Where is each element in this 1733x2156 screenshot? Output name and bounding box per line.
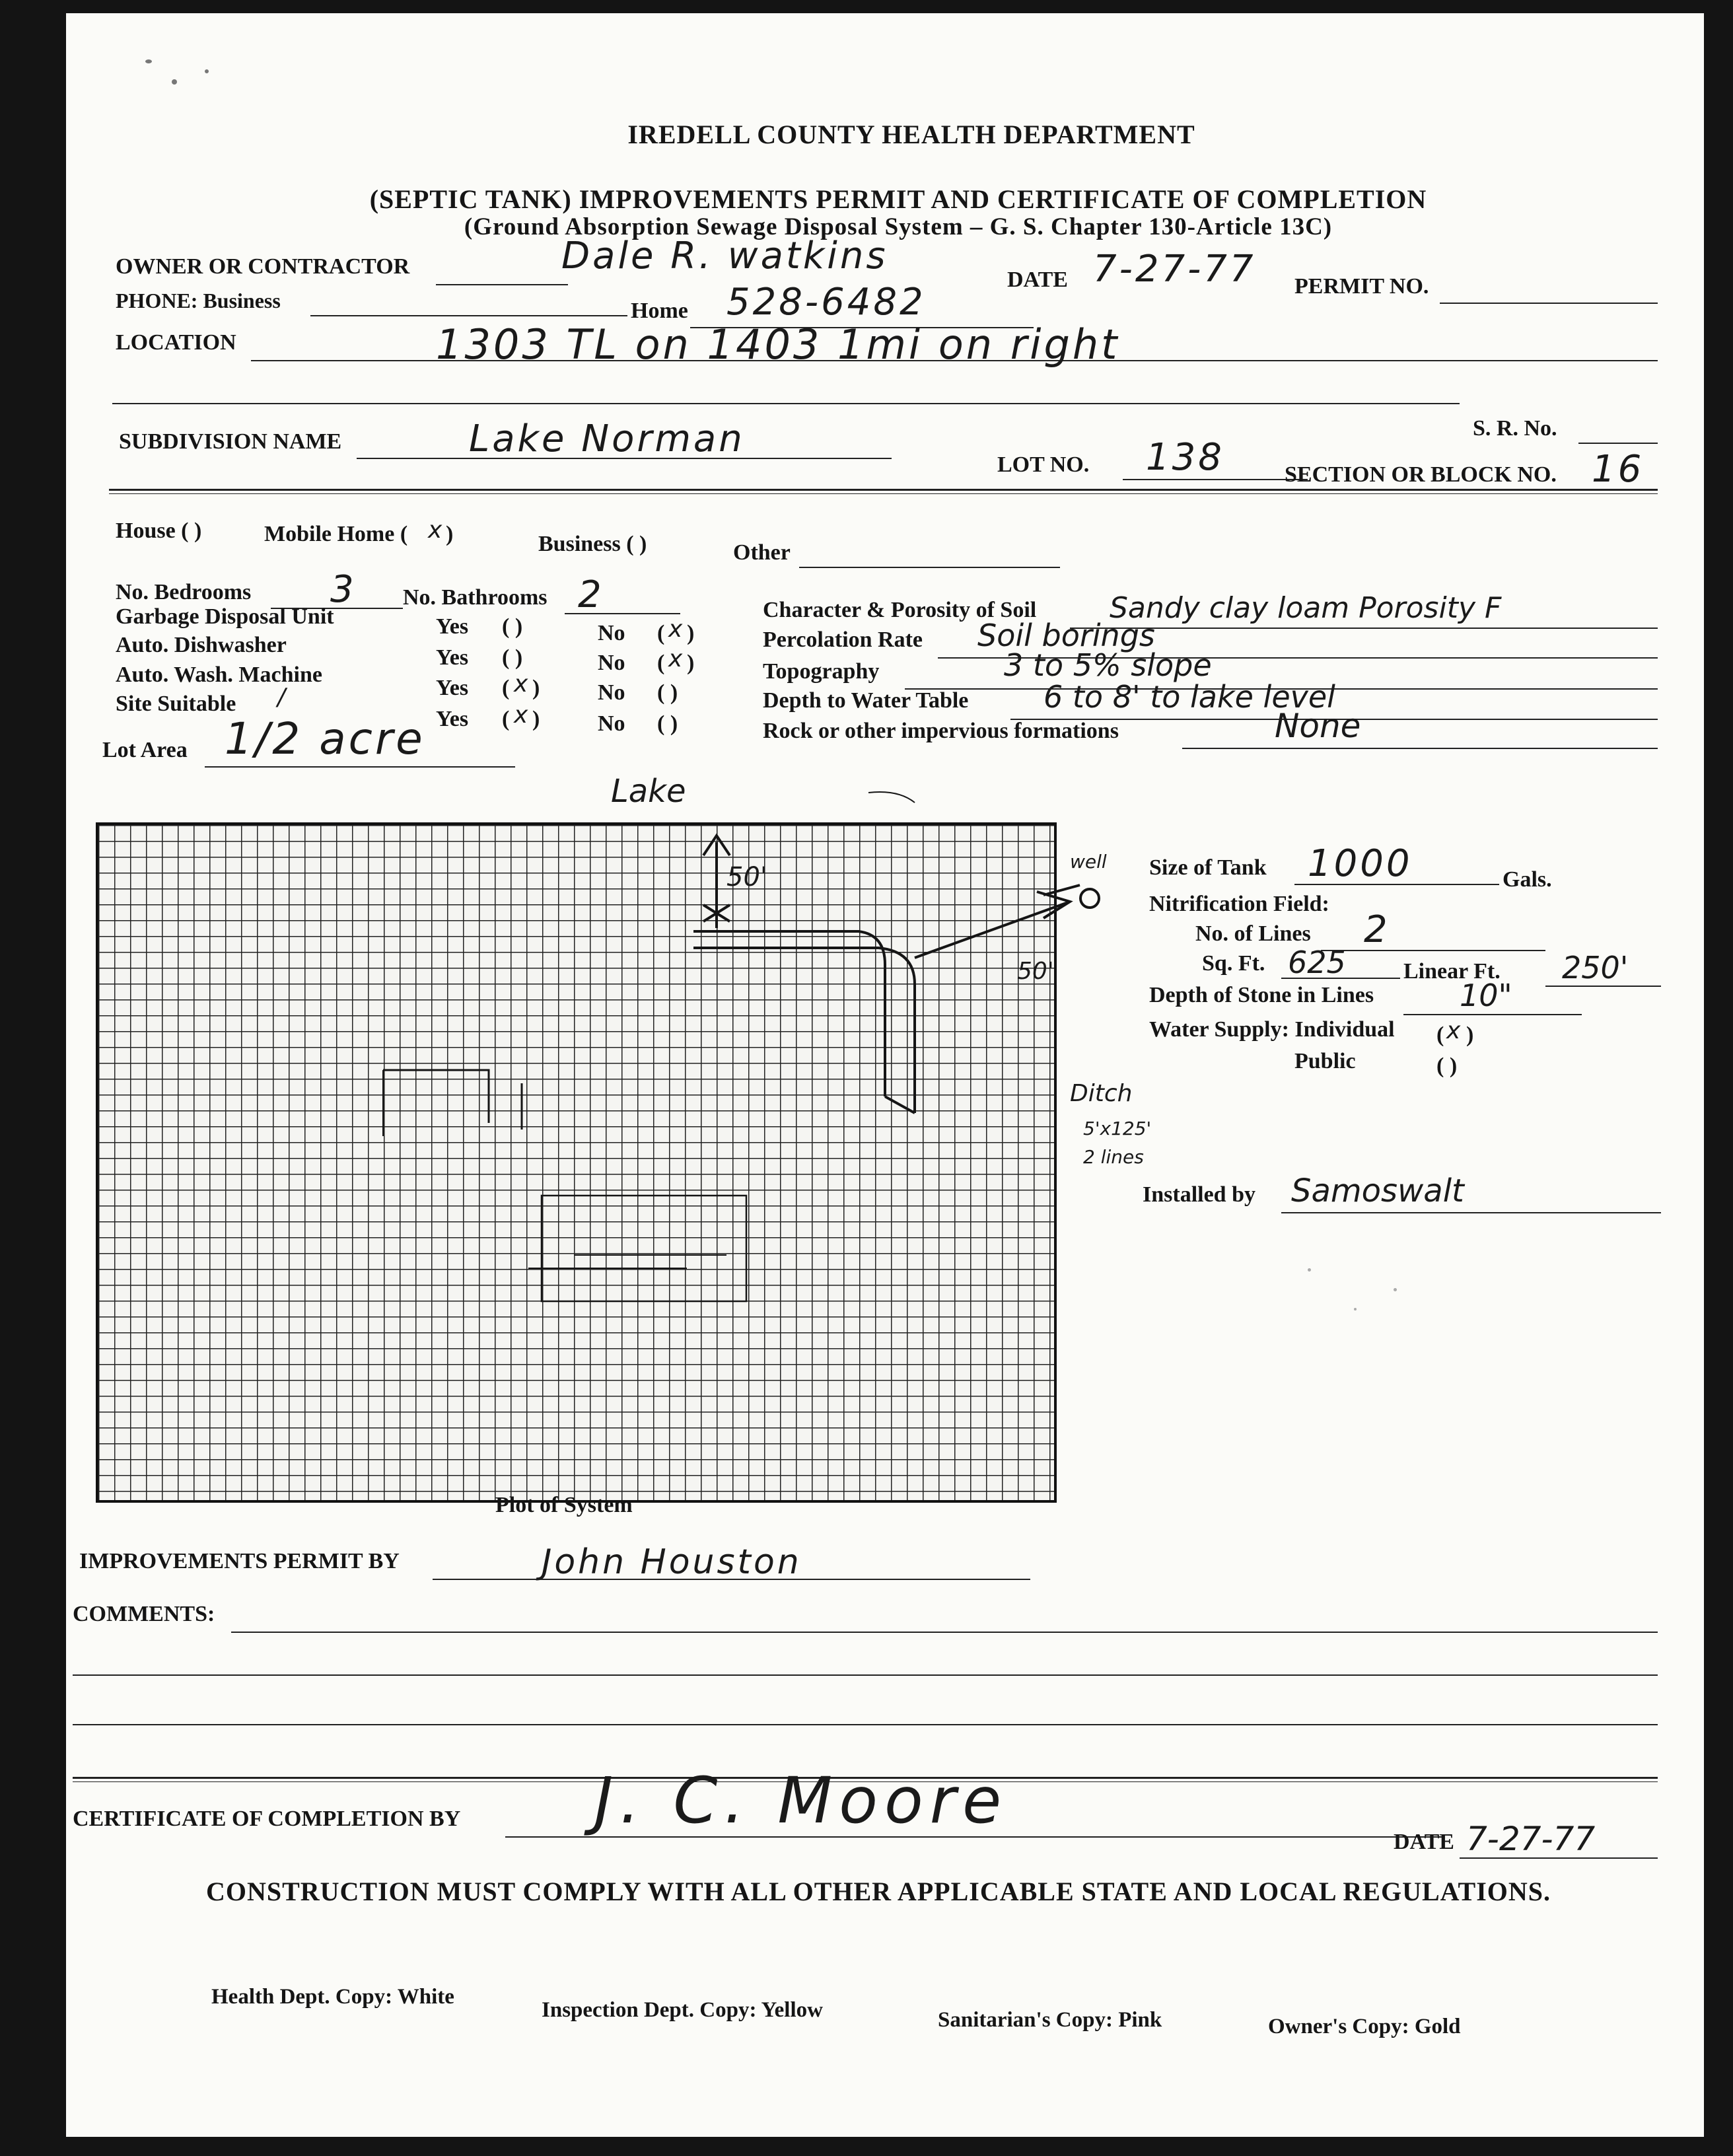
subdivision-label: SUBDIVISION NAME: [119, 429, 342, 454]
scan-speck: [172, 79, 177, 85]
location-label: LOCATION: [116, 330, 236, 355]
scan-speck: [1394, 1288, 1397, 1291]
garbage-no-label: No: [598, 621, 625, 645]
site-suitable-label: Site Suitable: [116, 692, 236, 716]
sketch-dist-right: 50': [1017, 958, 1054, 985]
section-block-value: 16: [1592, 448, 1645, 491]
compliance-notice: CONSTRUCTION MUST COMPLY WITH ALL OTHER APPLICABLE STATE AND LOCAL REGULATIONS.: [205, 1877, 1551, 1906]
installed-by-line: [1281, 1212, 1661, 1213]
subdivision-value: Lake Norman: [469, 417, 745, 460]
lot-area-label: Lot Area: [102, 738, 188, 762]
other-line: [799, 567, 1060, 568]
owner-line: [436, 284, 568, 285]
bedrooms-label: No. Bedrooms: [116, 580, 252, 604]
topography-value: 3 to 5% slope: [1004, 647, 1212, 683]
soil-label: Character & Porosity of Soil: [763, 598, 1037, 622]
certificate-date-value: 7-27-77: [1466, 1820, 1596, 1858]
tank-size-label: Size of Tank: [1149, 855, 1267, 880]
comments-label: COMMENTS:: [73, 1602, 215, 1626]
house-checkbox[interactable]: House ( ): [116, 519, 202, 543]
water-individual-close: ): [1466, 1023, 1474, 1047]
comments-line-2: [73, 1674, 1658, 1676]
copy-health: Health Dept. Copy: White: [211, 1985, 454, 2009]
bathrooms-value: 2: [578, 573, 604, 616]
section-block-label: SECTION OR BLOCK NO.: [1285, 462, 1557, 487]
garbage-no-check[interactable]: x: [668, 616, 683, 643]
lot-no-value: 138: [1146, 436, 1224, 479]
lot-area-value: 1/2 acre: [225, 713, 425, 764]
lot-no-label: LOT NO.: [997, 452, 1090, 477]
sketch-lake-label: Lake: [611, 773, 686, 810]
date-value: 7-27-77: [1093, 248, 1256, 291]
sketch-dist-top: 50': [726, 862, 767, 892]
rock-value: None: [1275, 707, 1361, 745]
site-suitable-mark: /: [277, 684, 286, 711]
water-individual-open: (: [1436, 1023, 1444, 1047]
no-of-lines-value: 2: [1364, 908, 1390, 951]
percolation-value: Soil borings: [977, 618, 1155, 653]
public-label: Public: [1294, 1049, 1356, 1073]
rock-label: Rock or other impervious formations: [763, 719, 1119, 743]
water-supply-label: Water Supply: Individual: [1149, 1017, 1395, 1042]
wash-machine-yes-label: Yes: [436, 676, 469, 700]
permit-no-label: PERMIT NO.: [1294, 274, 1429, 299]
percolation-label: Percolation Rate: [763, 628, 923, 652]
wash-machine-yes-check[interactable]: x: [514, 670, 528, 698]
sketch-well-label: well: [1070, 851, 1107, 873]
well-symbol: [1080, 889, 1099, 908]
owner-value: Dale R. watkins: [561, 234, 888, 277]
installed-by-label: Installed by: [1143, 1182, 1256, 1207]
sq-ft-label: Sq. Ft.: [1202, 951, 1265, 976]
comments-line-3: [73, 1724, 1658, 1725]
scan-speck: [145, 59, 152, 63]
certificate-by-label: CERTIFICATE OF COMPLETION BY: [73, 1807, 461, 1831]
comments-line-1: [231, 1632, 1658, 1633]
scan-speck: [1308, 1268, 1311, 1272]
sq-ft-value: 625: [1288, 945, 1346, 980]
permit-form: [66, 13, 1704, 2137]
depth-stone-value: 10": [1460, 978, 1512, 1013]
garbage-yes-label: Yes: [436, 614, 469, 639]
site-suitable-no-label: No: [598, 711, 625, 736]
topography-label: Topography: [763, 659, 880, 684]
no-of-lines-label: No. of Lines: [1195, 921, 1311, 946]
permit-by-label: IMPROVEMENTS PERMIT BY: [79, 1549, 400, 1573]
soil-line: [1070, 628, 1658, 629]
garbage-no-open: (: [657, 621, 665, 645]
phone-business-label: PHONE: Business: [116, 289, 281, 312]
lot-no-line: [1123, 479, 1308, 480]
sr-no-label: S. R. No.: [1473, 416, 1557, 441]
water-table-label: Depth to Water Table: [763, 688, 969, 713]
dishwasher-no-close: ): [687, 651, 695, 675]
site-suitable-no-box[interactable]: ( ): [657, 711, 678, 736]
site-suitable-yes-open: (: [502, 707, 510, 731]
section-divider: [109, 489, 1658, 491]
sketch-lines: 2 lines: [1083, 1146, 1144, 1168]
soil-value: Sandy clay loam Porosity F: [1110, 591, 1502, 625]
linear-ft-value: 250': [1562, 950, 1629, 986]
sketch-dims: 5'x125': [1083, 1118, 1152, 1139]
plot-caption: Plot of System: [495, 1493, 633, 1517]
section-divider-thin: [109, 493, 1658, 494]
phone-business-line: [310, 315, 627, 316]
nitrification-label: Nitrification Field:: [1149, 892, 1329, 916]
bathrooms-label: No. Bathrooms: [403, 585, 548, 610]
copy-sanitarian: Sanitarian's Copy: Pink: [938, 2008, 1162, 2032]
dishwasher-label: Auto. Dishwasher: [116, 633, 287, 657]
sketch-ditch-label: Ditch: [1070, 1080, 1133, 1107]
copy-inspection: Inspection Dept. Copy: Yellow: [542, 1998, 823, 2022]
water-individual-check[interactable]: x: [1446, 1017, 1461, 1044]
linear-ft-label: Linear Ft.: [1403, 959, 1501, 984]
sr-no-line: [1578, 443, 1658, 444]
site-suitable-yes-label: Yes: [436, 707, 469, 731]
garbage-no-close: ): [687, 621, 695, 645]
well-arrow-curve: [868, 792, 915, 803]
lot-area-line: [205, 766, 515, 768]
depth-stone-label: Depth of Stone in Lines: [1149, 983, 1374, 1007]
garbage-yes-box[interactable]: ( ): [502, 614, 523, 639]
other-label: Other: [733, 540, 791, 565]
mobile-home-close: ): [446, 522, 454, 546]
linear-ft-line: [1545, 986, 1661, 987]
scan-speck: [205, 69, 209, 73]
department-heading: IREDELL COUNTY HEALTH DEPARTMENT: [627, 120, 1195, 149]
site-suitable-yes-close: ): [532, 707, 540, 731]
location-value: 1303 TL on 1403 1mi on right: [436, 320, 1120, 369]
dishwasher-yes-label: Yes: [436, 645, 469, 670]
home-phone-value: 528-6482: [726, 281, 926, 324]
rock-line: [1182, 748, 1658, 749]
copy-owner: Owner's Copy: Gold: [1268, 2015, 1461, 2038]
depth-stone-line: [1403, 1014, 1582, 1015]
scan-speck: [1354, 1308, 1357, 1311]
gals-label: Gals.: [1503, 867, 1552, 892]
form-subtitle: (Ground Absorption Sewage Disposal System – G. S. Chapter 130-Article 13C): [464, 213, 1333, 240]
certificate-date-label: DATE: [1394, 1830, 1454, 1854]
water-public-box[interactable]: ( ): [1436, 1054, 1458, 1078]
mobile-home-label: Mobile Home (: [264, 522, 408, 546]
owner-label: OWNER OR CONTRACTOR: [116, 254, 410, 279]
wash-machine-label: Auto. Wash. Machine: [116, 663, 322, 687]
no-of-lines-line: [1321, 950, 1545, 951]
home-phone-label: Home: [631, 299, 688, 323]
wash-machine-yes-close: ): [532, 676, 540, 700]
wash-machine-no-box[interactable]: ( ): [657, 680, 678, 705]
permit-no-line: [1440, 303, 1658, 304]
location-line-2: [112, 403, 1460, 404]
installed-by-value: Samoswalt: [1291, 1172, 1464, 1209]
garbage-label: Garbage Disposal Unit: [116, 604, 334, 629]
business-checkbox[interactable]: Business ( ): [538, 532, 647, 556]
form-title: (SEPTIC TANK) IMPROVEMENTS PERMIT AND CERTIFICATE OF COMPLETION: [369, 184, 1427, 214]
permit-by-value: John Houston: [542, 1542, 802, 1582]
dishwasher-no-open: (: [657, 651, 665, 675]
wash-machine-yes-open: (: [502, 676, 510, 700]
wash-machine-no-label: No: [598, 680, 625, 705]
mobile-home-check[interactable]: x: [428, 517, 442, 544]
site-suitable-yes-check[interactable]: x: [514, 701, 528, 729]
tank-size-value: 1000: [1308, 842, 1413, 885]
plot-grid: [96, 822, 1057, 1503]
dishwasher-no-check[interactable]: x: [668, 645, 683, 672]
certificate-signature: J. C. Moore: [594, 1764, 1008, 1838]
date-label: DATE: [1007, 268, 1068, 292]
dishwasher-yes-box[interactable]: ( ): [502, 645, 523, 670]
water-table-value: 6 to 8' to lake level: [1043, 679, 1335, 715]
bedrooms-value: 3: [330, 568, 357, 611]
dishwasher-no-label: No: [598, 651, 625, 675]
